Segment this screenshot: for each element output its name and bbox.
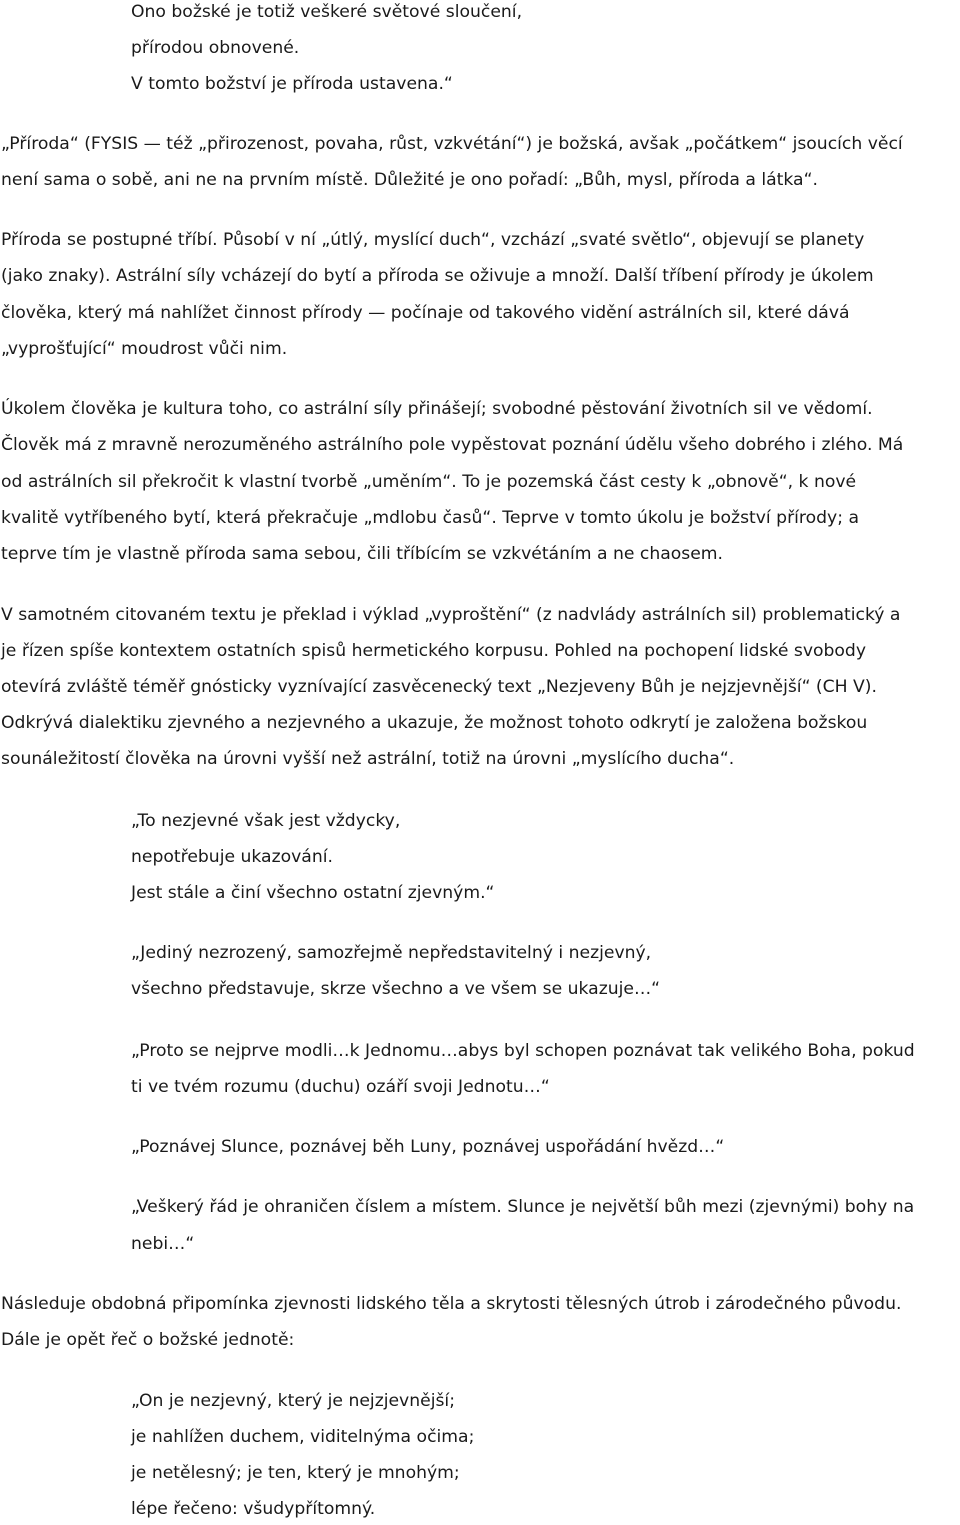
paragraph-line: Člověk má z mravně nerozuměného astrálního pole vypěstovat poznání údělu všeho dobrého i zlého. Má: [1, 435, 904, 455]
quote-line: nepotřebuje ukazování.: [131, 847, 333, 867]
quote-line: Jest stále a činí všechno ostatní zjevným.“: [131, 883, 495, 903]
paragraph-line: Odkrývá dialektiku zjevného a nezjevného a ukazuje, že možnost tohoto odkrytí je založena božskou: [1, 713, 868, 733]
quote-line: všechno představuje, skrze všechno a ve všem se ukazuje…“: [131, 979, 661, 999]
quote-line: je netělesný; je ten, který je mnohým;: [131, 1463, 460, 1483]
quote-line: lépe řečeno: všudypřítomný.: [131, 1499, 376, 1519]
paragraph-line: otevírá zvláště téměř gnósticky vyznívající zasvěcenecký text „Nezjeveny Bůh je nejzjevnější“ (CH V).: [1, 677, 877, 697]
quote-line: „On je nezjevný, který je nejzjevnější;: [131, 1391, 455, 1411]
quote-line: je nahlížen duchem, viditelnýma očima;: [131, 1427, 475, 1447]
paragraph-line: není sama o sobě, ani ne na prvním místě. Důležité je ono pořadí: „Bůh, mysl, příroda a látka“.: [1, 170, 818, 190]
paragraph-line: „Příroda“ (FYSIS — též „přirozenost, povaha, růst, vzkvétání“) je božská, avšak „počátkem“ jsoucích věcí: [1, 134, 903, 154]
quote-line: V tomto božství je příroda ustavena.“: [131, 74, 453, 94]
quote-line: „Proto se nejprve modli…k Jednomu…abys byl schopen poznávat tak velikého Boha, pokud: [131, 1041, 915, 1061]
quote-line: ti ve tvém rozumu (duchu) ozáří svoji Jednotu…“: [131, 1077, 550, 1097]
quote-line: „Poznávej Slunce, poznávej běh Luny, poznávej uspořádání hvězd…“: [131, 1137, 725, 1157]
paragraph-line: teprve tím je vlastně příroda sama sebou, čili tříbícím se vzkvétáním a ne chaosem.: [1, 544, 724, 564]
quote-line: přírodou obnovené.: [131, 38, 300, 58]
paragraph-line: (jako znaky). Astrální síly vcházejí do bytí a příroda se oživuje a množí. Další tříbení přírody je úkolem: [1, 266, 874, 286]
quote-line: nebi…“: [131, 1234, 195, 1254]
paragraph-line: V samotném citovaném textu je překlad i výklad „vyproštění“ (z nadvlády astrálních sil) problematický a: [1, 605, 901, 625]
paragraph-line: od astrálních sil překročit k vlastní tvorbě „uměním“. To je pozemská část cesty k „obnově“, k nové: [1, 472, 857, 492]
paragraph-line: Dále je opět řeč o božské jednotě:: [1, 1330, 295, 1350]
paragraph-line: je řízen spíše kontextem ostatních spisů hermetického korpusu. Pohled na pochopení lidské svobody: [1, 641, 867, 661]
paragraph-line: Následuje obdobná připomínka zjevnosti lidského těla a skrytosti tělesných útrob i zárodečného původu.: [1, 1294, 902, 1314]
quote-line: „Veškerý řád je ohraničen číslem a místem. Slunce je největší bůh mezi (zjevnými) bohy na: [131, 1197, 915, 1217]
paragraph-line: sounáležitostí člověka na úrovni vyšší než astrální, totiž na úrovni „myslícího ducha“.: [1, 749, 735, 769]
paragraph-line: „vyprošťující“ moudrost vůči nim.: [1, 339, 288, 359]
paragraph-line: Příroda se postupné tříbí. Působí v ní „útlý, myslící duch“, vzchází „svaté světlo“, objevují se planety: [1, 230, 865, 250]
paragraph-line: člověka, který má nahlížet činnost přírody — počínaje od takového vidění astrálních sil, které dává: [1, 303, 850, 323]
quote-line: „To nezjevné však jest vždycky,: [131, 811, 401, 831]
paragraph-line: kvalitě vytříbeného bytí, která překračuje „mdlobu časů“. Teprve v tomto úkolu je božství přírody; a: [1, 508, 859, 528]
quote-line: Ono božské je totiž veškeré světové sloučení,: [131, 2, 523, 22]
paragraph-line: Úkolem člověka je kultura toho, co astrální síly přinášejí; svobodné pěstování životních sil ve vědomí.: [1, 399, 873, 419]
quote-line: „Jediný nezrozený, samozřejmě nepředstavitelný i nezjevný,: [131, 943, 652, 963]
